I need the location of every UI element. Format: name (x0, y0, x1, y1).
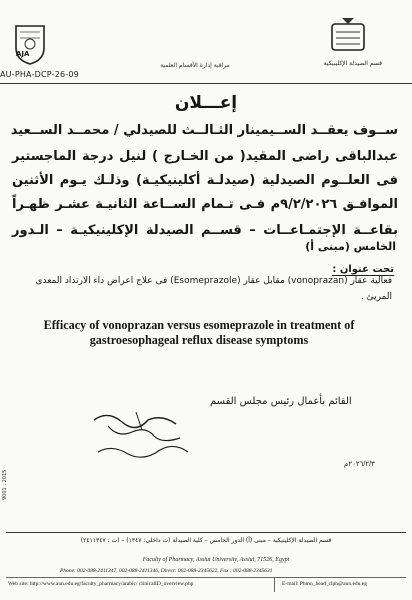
body-line-1: ســوف يعقــد الســيمينار الثـالــث للصيدلي / محمــد الســعيد (10, 123, 398, 138)
supervision-text: مراقبة إدارة الأقسام العلمية (160, 62, 230, 69)
footer-website-link[interactable]: Web site: http://www.aun.edu.eg/faculty_pharmacy/arabic/ clinicalID_overview.php (8, 581, 194, 587)
department-header: قسم الصيدلة الإكلينيكية (323, 60, 382, 67)
announcement-title: إعـــلان (174, 93, 238, 113)
footer-phone: Phone: 002-088-2411347, 002-088-2411346, Direct: 002-088-2345622, Fax : 002-088-2345631 (60, 568, 273, 574)
body-line-3: فى العلــوم الصيدلية (صيدلـة أكلينيكيـة) وذلـك يـوم الأثنين (12, 173, 398, 188)
logo-left-text: AJA (16, 50, 30, 58)
body-line-5: بقاعــة الإجتمـاعــات – قســم الصيدلة الإكلينيكيـة – الـدور (12, 223, 398, 238)
signatory-title: القائم بأعمال رئيس مجلس القسم (210, 396, 352, 407)
arabic-thesis-title: فعالية عقار (vonoprazan) مقابل عقار (Esomeprazole) فى علاج اعراض داء الارتداد المعدى (35, 276, 392, 286)
footer-email-link[interactable]: E-mail: Phmn_head_clph@aun.edu.eg (282, 581, 367, 587)
faculty-logo (328, 16, 368, 54)
side-iso-note: 9001 : 2015 (2, 469, 8, 500)
footer-divider (274, 578, 275, 592)
subheading: تحت عنوان : (332, 264, 394, 275)
document-code: AU-PHA-DCP-26-09 (0, 70, 79, 79)
body-line-6: الخامس (مبنى أ) (305, 240, 396, 253)
footer-rule-2 (6, 577, 406, 578)
footer-arabic-address: قسم الصيدلة الإكلينيكية – مبنى (أ) الدور الخامس – كلية الصيدلة (ت داخلى: ١٣٤٧) – (ت : ٢٤١١٣٤٧) (80, 537, 332, 544)
body-line-4: الموافـق ٩/٢/٢٠٢٦م فـى تـمام الســاعة الثانيـة عشـر ظهـراً (12, 197, 398, 212)
english-thesis-title: Efficacy of vonoprazan versus esomeprazole in treatment of gastroesophageal reflux disease symptoms (43, 318, 355, 347)
announcement-date: ٢٠٢٦/٢/٣م (344, 461, 375, 468)
university-logo (12, 22, 48, 66)
footer-faculty: Faculty of Pharmacy, Assiut University, Assiut, 71526, Egypt (142, 557, 290, 563)
header-rule (0, 83, 412, 84)
arabic-thesis-title-cont: المريئ . (360, 292, 392, 302)
body-line-2: عبدالباقى راضى المقيد( من الخـارج ) لنيل درجة الماجستير (12, 149, 398, 164)
handwritten-signature (88, 408, 198, 470)
footer-rule (6, 532, 406, 533)
